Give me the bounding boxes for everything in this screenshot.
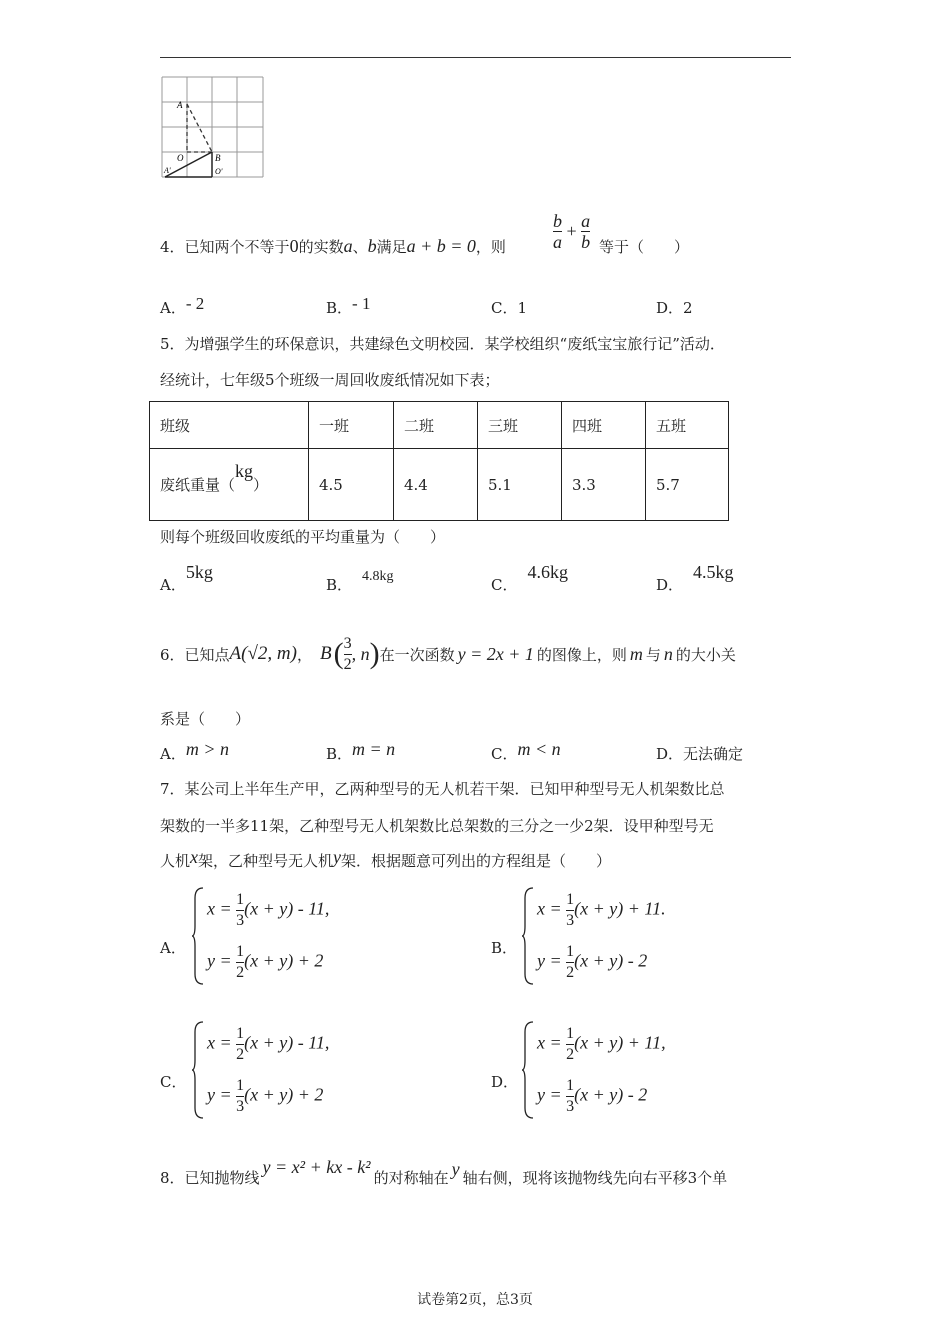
grid-figure <box>160 75 266 180</box>
eq-lhs: x = <box>537 898 562 919</box>
q6-text: 的图像上，则 <box>536 645 627 664</box>
q7-option-b-system[interactable] <box>521 886 721 986</box>
q7-option-a-system[interactable] <box>191 886 391 986</box>
option-label: D． <box>656 745 684 763</box>
q6-text: 在一次函数 <box>379 645 455 664</box>
q4-text: 满足 <box>376 238 407 256</box>
q5-option-a[interactable] <box>160 562 213 595</box>
table-header: 一班 <box>309 402 394 449</box>
eq-rhs: (x + y) + 11, <box>574 1032 666 1053</box>
option-value: 4.6kg <box>527 562 568 582</box>
q6-frac-den: 2 <box>343 655 352 673</box>
q6-option-b[interactable] <box>326 739 396 764</box>
eq-frac-den: 3 <box>236 912 245 929</box>
eq-frac-num: 1 <box>236 891 245 908</box>
q6-var-n: n <box>663 643 673 664</box>
table-header: 二班 <box>394 402 478 449</box>
q4-text: 已知两个不等于 <box>184 238 290 256</box>
page-footer: 试卷第2页，总3页 <box>417 1292 533 1308</box>
eq-rhs: (x + y) - 2 <box>574 1084 648 1105</box>
q4-option-c[interactable] <box>491 297 527 318</box>
q8-text: 的对称轴在 <box>373 1169 449 1187</box>
option-label: D． <box>656 576 684 594</box>
option-label: B． <box>326 299 353 317</box>
label-b: B <box>215 153 221 163</box>
eq-frac-den: 3 <box>566 912 575 929</box>
equation-2 <box>207 942 323 983</box>
q4-expression: $\frac{b}{a}$ + $\frac{a}{b}$ <box>553 211 591 252</box>
label-a: A <box>177 100 183 110</box>
q7-option-b-label[interactable]: B． <box>491 939 518 957</box>
table-header: 五班 <box>646 402 729 449</box>
q4-number: 4． <box>160 238 185 256</box>
row-label-text: ） <box>253 476 269 494</box>
row-unit: kg <box>235 461 254 481</box>
eq-frac-num: 1 <box>566 1077 575 1094</box>
brace-icon <box>521 1020 535 1120</box>
q7-line3 <box>160 847 612 871</box>
eq-lhs: x = <box>207 1032 232 1053</box>
equation-2 <box>537 942 647 983</box>
table-cell: 4.4 <box>394 449 478 521</box>
q6-text: 与 <box>645 645 661 664</box>
q4-option-a[interactable] <box>160 294 205 318</box>
label-a-prime: A' <box>164 166 171 175</box>
q4-option-b[interactable] <box>326 294 371 318</box>
eq-frac-den: 3 <box>566 1098 575 1115</box>
eq-lhs: x = <box>537 1032 562 1053</box>
q4-var-a: a <box>343 236 353 256</box>
option-label: C． <box>491 745 518 763</box>
label-o: O <box>177 153 184 163</box>
q6-point-a: A(√2, m) <box>229 643 297 664</box>
eq-frac-num: 1 <box>566 1025 575 1042</box>
q5-option-b[interactable] <box>326 569 394 595</box>
row-label-text: 废纸重量（ <box>160 476 236 494</box>
q6-option-a[interactable] <box>160 739 229 764</box>
q6-frac-num: 3 <box>343 634 352 652</box>
option-label: A． <box>160 299 186 317</box>
q5-line2: 经统计，七年级5个班级一周回收废纸情况如下表； <box>160 371 500 389</box>
q8-function: y = x² + kx - k² <box>262 1157 371 1177</box>
header-rule <box>160 57 791 58</box>
q4-frac1-num: b <box>553 211 562 231</box>
eq-frac-den: 2 <box>566 964 575 981</box>
eq-frac-den: 2 <box>236 964 245 981</box>
eq-frac-den: 3 <box>236 1098 245 1115</box>
q8-text: 轴右侧，现将该抛物线先向右平移3个单 <box>462 1169 728 1187</box>
eq-lhs: y = <box>207 1084 232 1105</box>
question-4 <box>160 236 506 257</box>
table-cell: 5.1 <box>478 449 562 521</box>
q4-frac1-den: a <box>553 232 562 252</box>
q5-line1: 5．为增强学生的环保意识，共建绿色文明校园．某学校组织“废纸宝宝旅行记”活动． <box>160 335 725 353</box>
equation-1 <box>207 890 329 931</box>
equation-1 <box>207 1024 329 1065</box>
equation-1 <box>537 1024 666 1065</box>
eq-rhs: (x + y) - 11, <box>244 898 330 919</box>
table-header: 班级 <box>150 402 309 449</box>
option-value: m = n <box>352 739 396 759</box>
q7-var-y: y <box>333 847 342 867</box>
option-value: - 1 <box>352 294 371 313</box>
brace-icon <box>191 886 205 986</box>
option-value: 2 <box>683 299 693 317</box>
table-header: 四班 <box>562 402 646 449</box>
q7-option-c-label[interactable]: C． <box>160 1073 187 1091</box>
q4-text: 的实数 <box>298 238 344 256</box>
eq-rhs: (x + y) + 11. <box>574 898 666 919</box>
eq-frac-num: 1 <box>566 943 575 960</box>
option-value: 5kg <box>185 562 213 582</box>
option-value: 4.8kg <box>362 569 394 584</box>
q6-point-b: B <box>319 643 332 664</box>
q4-frac2-den: b <box>581 232 591 252</box>
q7-option-a-label[interactable]: A． <box>160 939 186 957</box>
option-label: A． <box>160 576 186 594</box>
q4-frac2-num: a <box>581 211 591 231</box>
q6-text: 6．已知点 <box>160 645 230 664</box>
eq-rhs: (x + y) - 2 <box>574 950 648 971</box>
q7-option-c-system[interactable] <box>191 1020 391 1120</box>
option-value: - 2 <box>185 294 205 313</box>
brace-icon <box>521 886 535 986</box>
option-label: B． <box>326 576 353 594</box>
option-value: m > n <box>185 739 229 759</box>
option-label: D． <box>656 299 684 317</box>
q4-sep: 、 <box>352 238 368 256</box>
q5-question: 则每个班级回收废纸的平均重量为（ ） <box>160 528 446 546</box>
q5-option-c[interactable] <box>491 562 568 595</box>
q7-option-d-system[interactable] <box>521 1020 721 1120</box>
eq-lhs: y = <box>537 1084 562 1105</box>
option-label: C． <box>491 299 518 317</box>
label-o-prime: O' <box>215 167 223 176</box>
option-value: 1 <box>517 299 528 317</box>
option-value: 无法确定 <box>683 745 744 763</box>
eq-rhs: (x + y) - 11, <box>244 1032 330 1053</box>
q6-option-c[interactable] <box>491 739 561 764</box>
q4-zero: 0 <box>289 236 299 256</box>
q6-text: 的大小关 <box>675 645 736 664</box>
table-cell: 4.5 <box>309 449 394 521</box>
q5-table <box>149 401 729 521</box>
eq-frac-den: 2 <box>236 1046 245 1063</box>
q7-var-x: x <box>190 847 199 867</box>
eq-frac-num: 1 <box>236 1077 245 1094</box>
equation-2 <box>207 1076 323 1117</box>
brace-icon <box>191 1020 205 1120</box>
q6-function: y = 2x + 1 <box>457 643 534 664</box>
q7-text: 架．根据题意可列出的方程组是（ ） <box>341 852 612 870</box>
eq-lhs: x = <box>207 898 232 919</box>
eq-frac-num: 1 <box>566 891 575 908</box>
q4-condition: a + b = 0 <box>406 236 476 256</box>
q7-text: 人机 <box>160 852 191 870</box>
q4-tail: 等于（ ） <box>599 238 690 256</box>
q6-comma: ， <box>296 645 312 664</box>
table-cell: 3.3 <box>562 449 646 521</box>
eq-rhs: (x + y) + 2 <box>244 1084 324 1105</box>
equation-1 <box>537 890 666 931</box>
table-header: 三班 <box>478 402 562 449</box>
eq-lhs: y = <box>537 950 562 971</box>
q7-line1: 7．某公司上半年生产甲，乙两种型号的无人机若干架．已知甲种型号无人机架数比总 <box>160 780 725 798</box>
option-label: C． <box>491 576 518 594</box>
q7-text: 架，乙种型号无人机 <box>198 852 334 870</box>
option-label: B． <box>326 745 353 763</box>
q7-option-d-label[interactable]: D． <box>491 1073 519 1091</box>
option-label: A． <box>160 745 186 763</box>
eq-frac-den: 2 <box>566 1046 575 1063</box>
q6-point-b-n: , n <box>351 643 370 664</box>
eq-frac-num: 1 <box>236 943 245 960</box>
q8-var-y: y <box>451 1159 460 1179</box>
q4-option-d[interactable] <box>656 297 693 318</box>
q6-line2: 系是（ ） <box>160 710 251 728</box>
equation-2 <box>537 1076 647 1117</box>
q4-var-b: b <box>367 236 377 256</box>
option-value: m < n <box>517 739 561 759</box>
eq-lhs: y = <box>207 950 232 971</box>
q5-option-d[interactable] <box>656 562 734 595</box>
q7-line2: 架数的一半多11架，乙种型号无人机架数比总架数的三分之一少2架．设甲种型号无 <box>160 817 714 835</box>
q4-text: ，则 <box>475 238 506 256</box>
table-row-label <box>150 449 309 521</box>
eq-frac-num: 1 <box>236 1025 245 1042</box>
question-8 <box>160 1157 728 1188</box>
eq-rhs: (x + y) + 2 <box>244 950 324 971</box>
q6-var-m: m <box>629 643 643 664</box>
option-value: 4.5kg <box>693 562 734 582</box>
q8-text: 8．已知抛物线 <box>160 1169 260 1187</box>
table-cell: 5.7 <box>646 449 729 521</box>
question-6: 6．已知点 A(√2, m) ， B ( $\frac{3}{2}$ , n ) 在一次函数 y = 2x + 1 的图像上，则 m 与 n 的大小关 <box>160 634 736 673</box>
q6-option-d[interactable] <box>656 743 743 764</box>
